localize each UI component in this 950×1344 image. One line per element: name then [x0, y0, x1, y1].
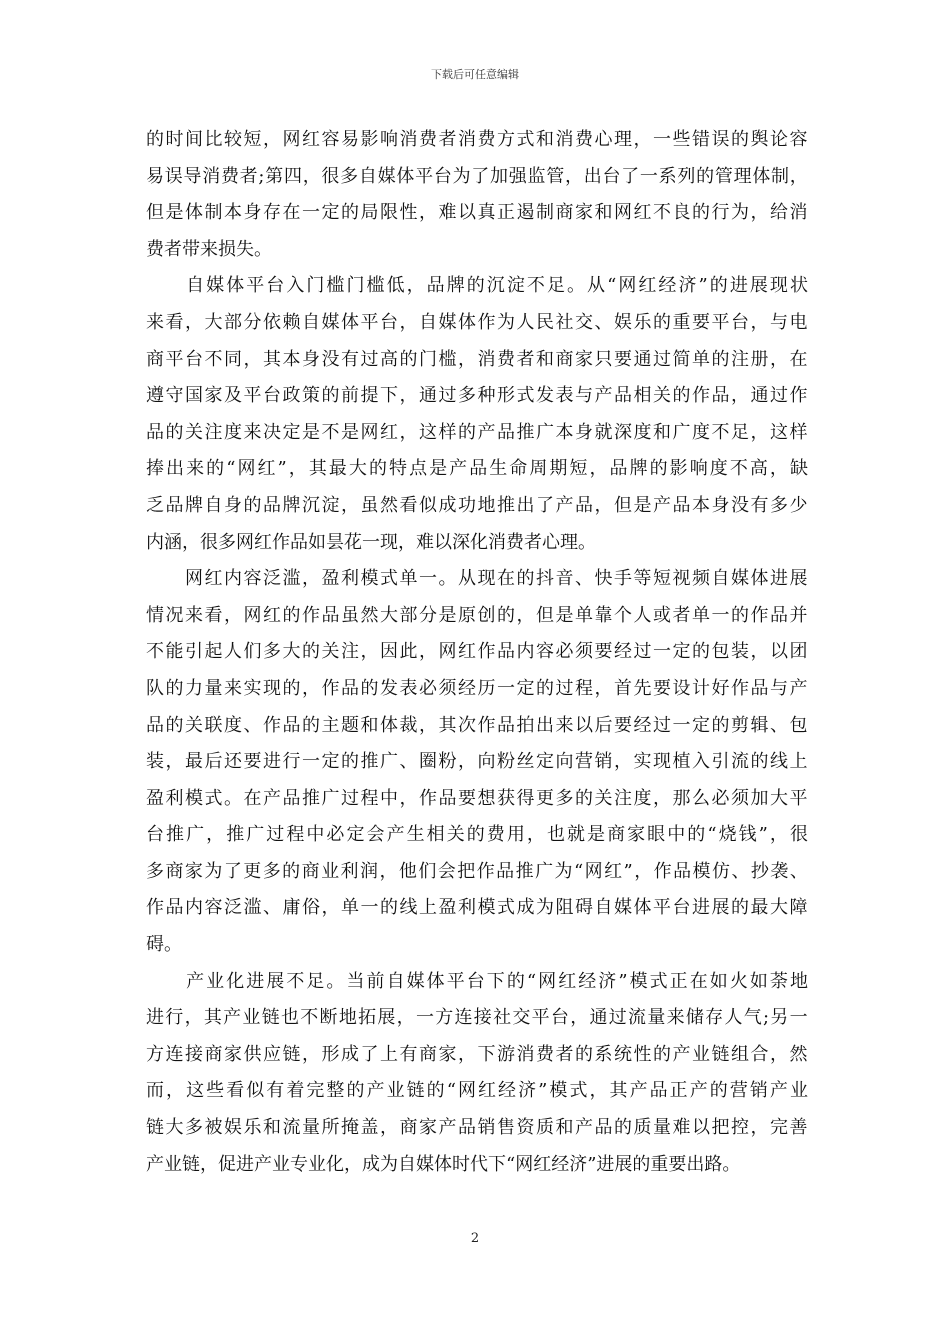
- text-line: 商 平 台 不 同 ， 其 本 身 没 有 过 高 的 门 槛 ， 消 费 者 和 商 家 只 要 通 过 简 单 的 注 册 ， 在: [146, 348, 808, 370]
- text-line: 品 的 关 注 度 来 决 定 是 不 是 网 红 ， 这 样 的 产 品 推 广 本 身 就 深 度 和 广 度 不 足 ， 这 样: [146, 421, 808, 443]
- page-header: 下载后可任意编辑: [431, 68, 519, 81]
- text-line: 来 看 ， 大 部 分 依 赖 自 媒 体 平 台 ， 自 媒 体 作 为 人 民 社 交 、 娱 乐 的 重 要 平 台 ， 与 电: [146, 311, 808, 333]
- text-line: 产业链，促进产业专业化，成为自媒体时代下“网红经济”进展的重要出路。: [146, 1153, 741, 1175]
- text-line: 盈 利 模 式 。 在 产 品 推 广 过 程 中 ， 作 品 要 想 获 得 更 多 的 关 注 度 ， 那 么 必 须 加 大 平: [146, 787, 808, 809]
- text-line: 品 的 关 联 度 、 作 品 的 主 题 和 体 裁 ， 其 次 作 品 拍 出 来 以 后 要 经 过 一 定 的 剪 辑 、 包: [146, 714, 808, 736]
- text-line: 易 误 导 消 费 者 ; 第 四 ， 很 多 自 媒 体 平 台 为 了 加 强 监 管 ， 出 台 了 一 系 列 的 管 理 体 制 ，: [146, 165, 808, 187]
- text-line: 碍。: [146, 934, 182, 956]
- text-line: 情 况 来 看 ， 网 红 的 作 品 虽 然 大 部 分 是 原 创 的 ， 但 是 单 靠 个 人 或 者 单 一 的 作 品 并: [146, 604, 808, 626]
- text-line: 不 能 引 起 人 们 多 大 的 关 注 ， 因 此 ， 网 红 作 品 内 容 必 须 要 经 过 一 定 的 包 装 ， 以 团: [146, 641, 808, 663]
- text-line: 内涵，很多网红作品如昙花一现，难以深化消费者心理。: [146, 531, 596, 553]
- text-line: 进 行 ， 其 产 业 链 也 不 断 地 拓 展 ， 一 方 连 接 社 交 平 台 ， 通 过 流 量 来 储 存 人 气 ; 另 一: [146, 1007, 808, 1029]
- text-line: 遵 守 国 家 及 平 台 政 策 的 前 提 下 ， 通 过 多 种 形 式 发 表 与 产 品 相 关 的 作 品 ， 通 过 作: [146, 385, 808, 407]
- page-number: 2: [470, 1231, 480, 1246]
- text-line: 费者带来损失。: [146, 238, 272, 260]
- text-line: 作 品 内 容 泛 滥 、 庸 俗 ， 单 一 的 线 上 盈 利 模 式 成 为 阻 碍 自 媒 体 平 台 进 展 的 最 大 障: [146, 897, 808, 919]
- text-line: 台 推 广 ， 推 广 过 程 中 必 定 会 产 生 相 关 的 费 用 ， 也 就 是 商 家 眼 中 的 “ 烧 钱 ” ， 很: [146, 824, 808, 846]
- text-line: 但 是 体 制 本 身 存 在 一 定 的 局 限 性 ， 难 以 真 正 遏 制 商 家 和 网 红 不 良 的 行 为 ， 给 消: [146, 202, 808, 224]
- body-text: [146, 122, 808, 1183]
- text-line: 的 时 间 比 较 短 ， 网 红 容 易 影 响 消 费 者 消 费 方 式 和 消 费 心 理 ， 一 些 错 误 的 舆 论 容: [146, 129, 808, 150]
- text-line: 链 大 多 被 娱 乐 和 流 量 所 掩 盖 ， 商 家 产 品 销 售 资 质 和 产 品 的 质 量 难 以 把 控 ， 完 善: [146, 1117, 808, 1139]
- text-line: 而 ， 这 些 看 似 有 着 完 整 的 产 业 链 的 “ 网 红 经 济 ” 模 式 ， 其 产 品 正 产 的 营 销 产 业: [146, 1080, 808, 1102]
- text-line: 产 业 化 进 展 不 足 。 当 前 自 媒 体 平 台 下 的 “ 网 红 经 济 ” 模 式 正 在 如 火 如 荼 地: [186, 970, 808, 992]
- text-line: 捧 出 来 的 “ 网 红 ” ， 其 最 大 的 特 点 是 产 品 生 命 周 期 短 ， 品 牌 的 影 响 度 不 高 ， 缺: [146, 458, 808, 480]
- text-line: 自 媒 体 平 台 入 门 槛 门 槛 低 ， 品 牌 的 沉 淀 不 足 。 从 “ 网 红 经 济 ” 的 进 展 现 状: [186, 275, 808, 297]
- text-line: 网 红 内 容 泛 滥 ， 盈 利 模 式 单 一 。 从 现 在 的 抖 音 、 快 手 等 短 视 频 自 媒 体 进 展: [185, 568, 808, 590]
- text-line: 多 商 家 为 了 更 多 的 商 业 利 润 ， 他 们 会 把 作 品 推 广 为 “ 网 红 ” ， 作 品 模 仿 、 抄 袭 、: [146, 860, 808, 882]
- text-line: 装 ， 最 后 还 要 进 行 一 定 的 推 广 、 圈 粉 ， 向 粉 丝 定 向 营 销 ， 实 现 植 入 引 流 的 线 上: [146, 751, 808, 773]
- text-line: 乏 品 牌 自 身 的 品 牌 沉 淀 ， 虽 然 看 似 成 功 地 推 出 了 产 品 ， 但 是 产 品 本 身 没 有 多 少: [146, 494, 808, 516]
- text-line: 方 连 接 商 家 供 应 链 ， 形 成 了 上 有 商 家 ， 下 游 消 费 者 的 系 统 性 的 产 业 链 组 合 ， 然: [146, 1043, 808, 1065]
- text-line: 队 的 力 量 来 实 现 的 ， 作 品 的 发 表 必 须 经 历 一 定 的 过 程 ， 首 先 要 设 计 好 作 品 与 产: [146, 677, 808, 699]
